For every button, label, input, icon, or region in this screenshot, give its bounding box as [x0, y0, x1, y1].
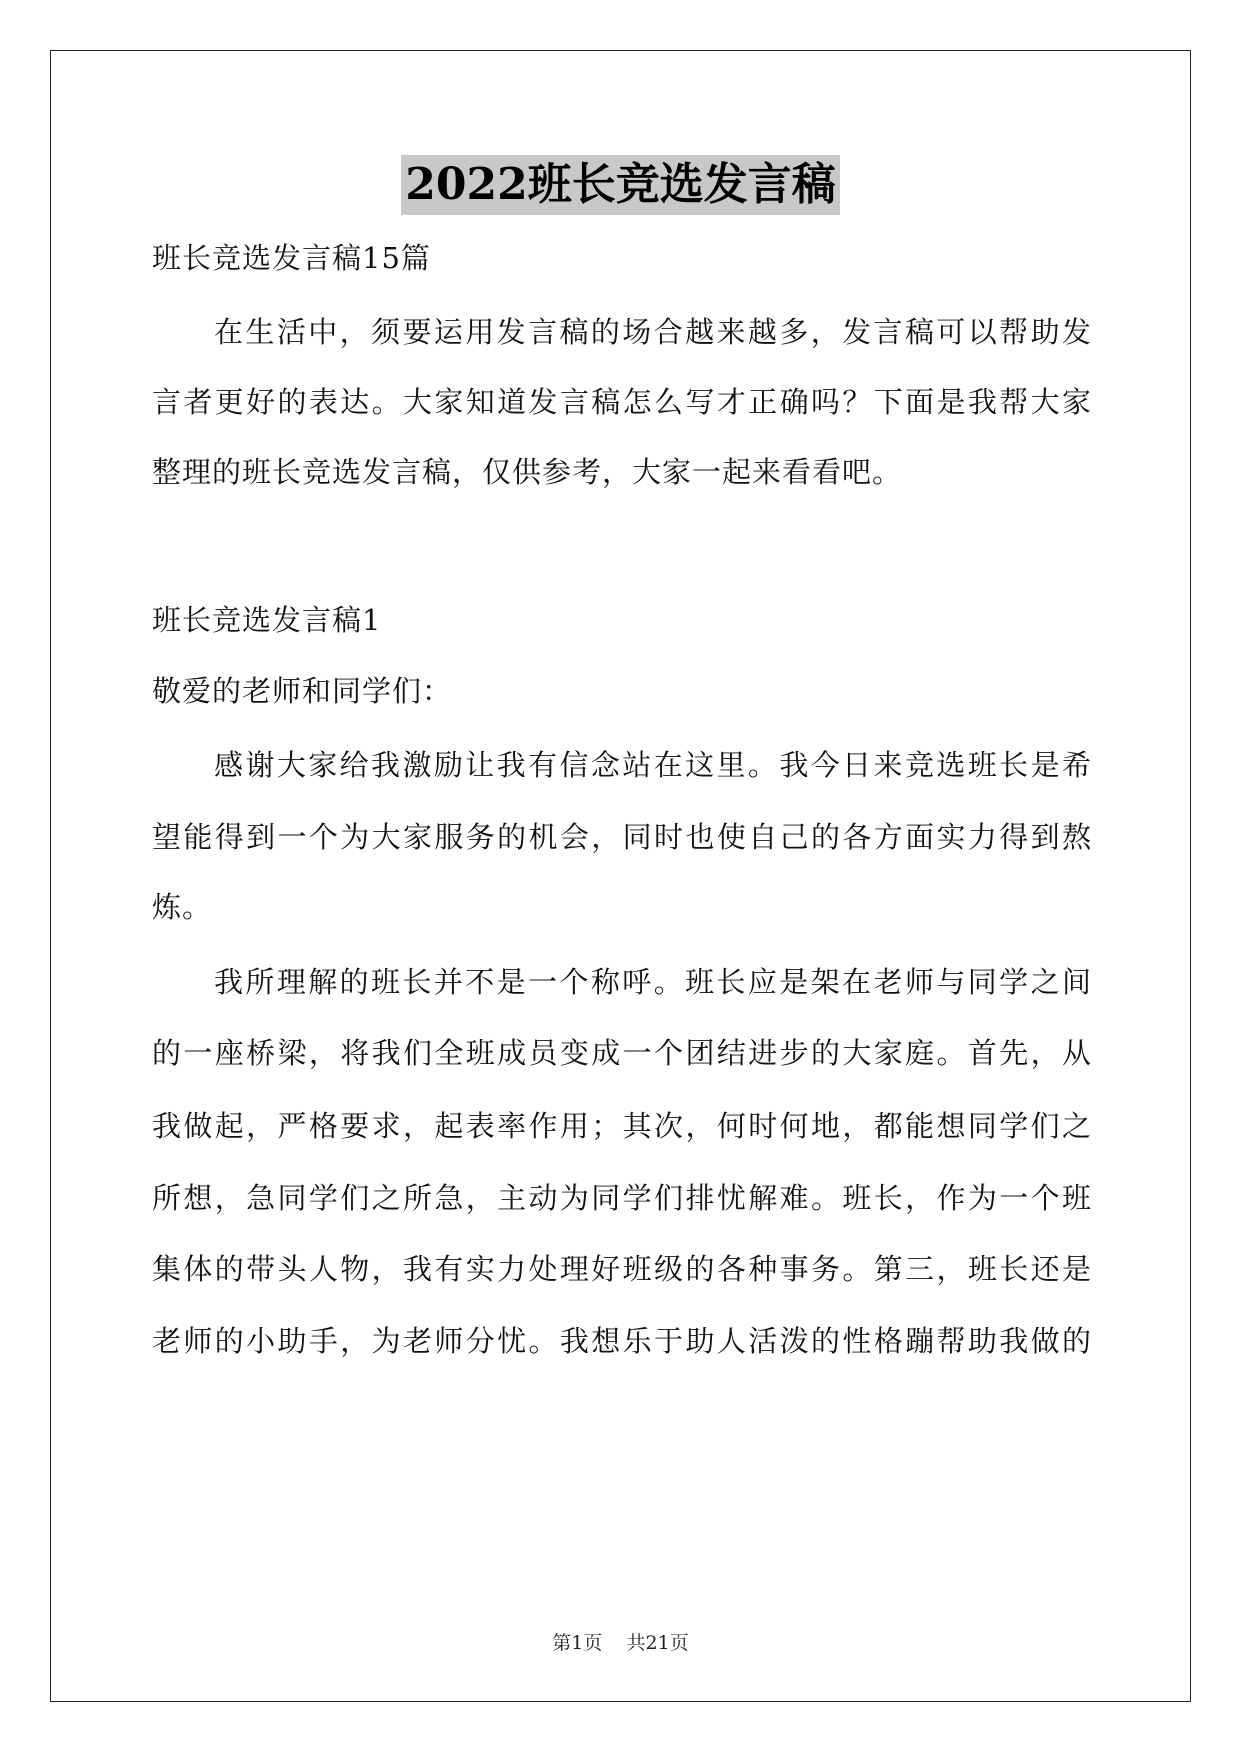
title-container: [0, 155, 1241, 215]
document-subtitle: 班长竞选发言稿15篇: [152, 241, 431, 275]
para2-line-2: 的一座桥梁，将我们全班成员变成一个团结进步的大家庭。首先，从: [152, 1036, 1092, 1070]
para1-line-3: 炼。: [152, 890, 213, 924]
page-number: 第1页 共21页: [552, 1632, 689, 1654]
para2-line-4: 所想，急同学们之所急，主动为同学们排忧解难。班长，作为一个班: [152, 1181, 1092, 1215]
para2-line-6: 老师的小助手，为老师分忧。我想乐于助人活泼的性格蹦帮助我做的: [152, 1324, 1092, 1358]
para1-line-1: 感谢大家给我激励让我有信念站在这里。我今日来竞选班长是希: [214, 748, 1092, 782]
para2-line-1: 我所理解的班长并不是一个称呼。班长应是架在老师与同学之间: [214, 965, 1092, 999]
salutation: 敬爱的老师和同学们：: [152, 674, 453, 708]
intro-line-2: 言者更好的表达。大家知道发言稿怎么写才正确吗？下面是我帮大家: [152, 385, 1092, 419]
para2-line-3: 我做起，严格要求，起表率作用；其次，何时何地，都能想同学们之: [152, 1109, 1092, 1143]
intro-line-3: 整理的班长竞选发言稿，仅供参考，大家一起来看看吧。: [152, 455, 903, 489]
document-title: 2022班长竞选发言稿: [401, 155, 839, 215]
section-heading: 班长竞选发言稿1: [152, 603, 382, 637]
intro-line-1: 在生活中，须要运用发言稿的场合越来越多，发言稿可以帮助发: [214, 315, 1092, 349]
page-border: [50, 50, 1191, 1702]
para1-line-2: 望能得到一个为大家服务的机会，同时也使自己的各方面实力得到熬: [152, 820, 1092, 854]
para2-line-5: 集体的带头人物，我有实力处理好班级的各种事务。第三，班长还是: [152, 1252, 1092, 1286]
